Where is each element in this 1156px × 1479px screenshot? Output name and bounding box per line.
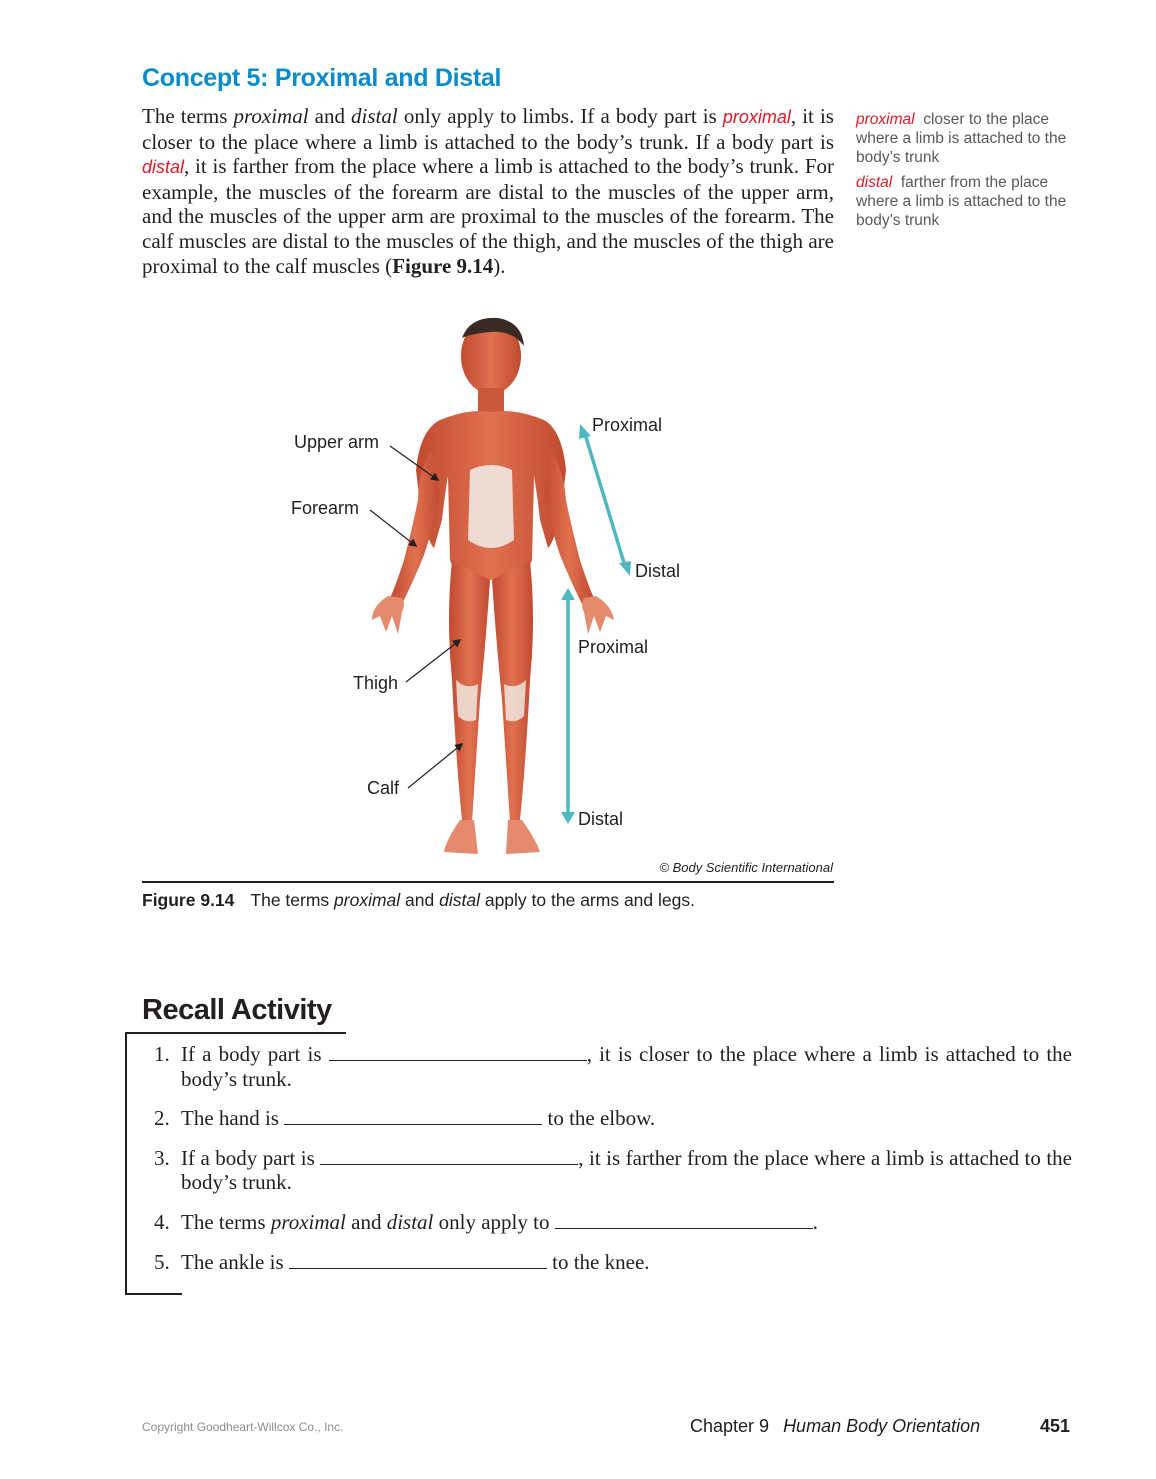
recall-bracket-left	[125, 1032, 127, 1294]
item-italic: proximal	[270, 1209, 346, 1234]
margin-glossary	[856, 110, 1086, 236]
concept-paragraph	[142, 104, 834, 278]
figure-reference: Figure 9.14	[392, 253, 494, 278]
item-text: to the knee.	[546, 1249, 650, 1274]
body-figure	[142, 300, 834, 890]
figure-number: Figure 9.14	[142, 890, 235, 910]
italic-term: distal	[351, 104, 398, 128]
chapter-title: Human Body Orientation	[783, 1416, 981, 1436]
glossary-definition: farther from the place where a limb is attached to the body’s trunk	[856, 174, 1067, 229]
figure-credit: © Body Scientific International	[659, 860, 833, 875]
concept-title: Concept 5: Proximal and Distal	[142, 64, 502, 92]
chapter-number: Chapter 9	[690, 1416, 770, 1436]
item-text: only apply to	[433, 1209, 555, 1234]
answer-blank[interactable]	[555, 1210, 813, 1229]
item-number: 4.	[154, 1209, 170, 1234]
item-text: and	[345, 1209, 387, 1234]
answer-blank[interactable]	[284, 1106, 542, 1125]
item-number: 5.	[154, 1249, 170, 1274]
label-arm-distal: Distal	[635, 561, 681, 581]
label-calf: Calf	[367, 778, 400, 798]
item-text: If a body part is	[181, 1042, 329, 1066]
footer-chapter	[690, 1416, 980, 1437]
caption-text: and	[400, 890, 440, 910]
label-thigh: Thigh	[353, 673, 399, 693]
leg-arrow-head-proximal	[561, 588, 575, 600]
glossary-term: proximal	[856, 111, 915, 128]
arm-arrow-head-distal	[619, 561, 631, 576]
text-run: only apply to limbs. If a body part is	[397, 104, 723, 128]
text-run: , it is farther from the place where a limb is attached to the body’s trunk. For example, the muscles of the forearm are distal to the muscles of the upper arm, and the muscles of the upper arm are proximal to the muscles of the forearm. The calf muscles are distal to the muscles of the thigh, and the muscles of the thigh are proximal to the calf muscles (	[142, 154, 834, 278]
item-text: If a body part is	[181, 1145, 321, 1170]
caption-text: The terms	[250, 890, 335, 910]
label-leg-proximal: Proximal	[578, 637, 649, 657]
arm-arrow-head-proximal	[579, 424, 591, 439]
figure-divider	[142, 881, 834, 883]
item-number: 1.	[154, 1042, 170, 1066]
item-text: , it is closer to the place where a limb is attached to the body’s trunk.	[181, 1042, 1072, 1091]
caption-italic: distal	[439, 890, 480, 910]
text-run: The terms	[142, 104, 234, 128]
recall-title: Recall Activity	[142, 994, 332, 1026]
recall-title-rule	[126, 1032, 346, 1034]
keyword-proximal: proximal	[722, 107, 791, 127]
item-text: The hand is	[181, 1106, 285, 1131]
direction-arrows	[561, 424, 631, 824]
text-run: ).	[493, 253, 506, 278]
answer-blank[interactable]	[289, 1250, 547, 1269]
caption-italic: proximal	[334, 890, 401, 910]
item-italic: distal	[386, 1209, 434, 1234]
item-text: The terms	[181, 1209, 271, 1234]
recall-item	[142, 1146, 1072, 1195]
keyword-distal: distal	[142, 157, 185, 178]
answer-blank[interactable]	[320, 1146, 578, 1165]
item-text: , it is farther from the place where a limb is attached to the body’s trunk.	[181, 1145, 1073, 1195]
item-number: 3.	[154, 1145, 170, 1170]
glossary-entry	[856, 110, 1086, 167]
recall-bracket-bottom	[125, 1293, 182, 1295]
caption-text: apply to the arms and legs.	[479, 890, 695, 910]
recall-item	[142, 1210, 1072, 1235]
recall-item	[142, 1250, 1072, 1275]
leg-arrow-head-distal	[561, 812, 575, 824]
glossary-definition: closer to the place where a limb is attached to the body’s trunk	[856, 111, 1067, 166]
recall-item	[142, 1042, 1072, 1091]
recall-item	[142, 1106, 1072, 1131]
item-text: The ankle is	[181, 1249, 289, 1274]
text-run: and	[308, 104, 352, 128]
muscle-body-illustration	[372, 318, 614, 854]
recall-list	[142, 1042, 1072, 1289]
figure-caption	[142, 890, 695, 911]
footer-copyright: Copyright Goodheart-Willcox Co., Inc.	[142, 1420, 344, 1434]
glossary-entry	[856, 173, 1086, 230]
label-upper-arm: Upper arm	[294, 432, 380, 452]
answer-blank[interactable]	[329, 1042, 587, 1061]
label-arm-proximal: Proximal	[592, 415, 663, 435]
text-run: , it is closer to the place where a limb is attached to the body’s trunk. If a body part is	[142, 104, 834, 154]
arm-arrow-line	[585, 434, 625, 566]
page-number: 451	[1040, 1416, 1071, 1436]
glossary-term: distal	[856, 174, 893, 191]
label-forearm: Forearm	[291, 498, 360, 518]
item-number: 2.	[154, 1106, 170, 1131]
item-text: to the elbow.	[542, 1106, 656, 1131]
pointer-calf	[408, 744, 462, 788]
pointer-forearm	[370, 510, 416, 546]
label-leg-distal: Distal	[578, 809, 624, 829]
item-text: .	[812, 1209, 818, 1234]
italic-term: proximal	[233, 104, 309, 128]
